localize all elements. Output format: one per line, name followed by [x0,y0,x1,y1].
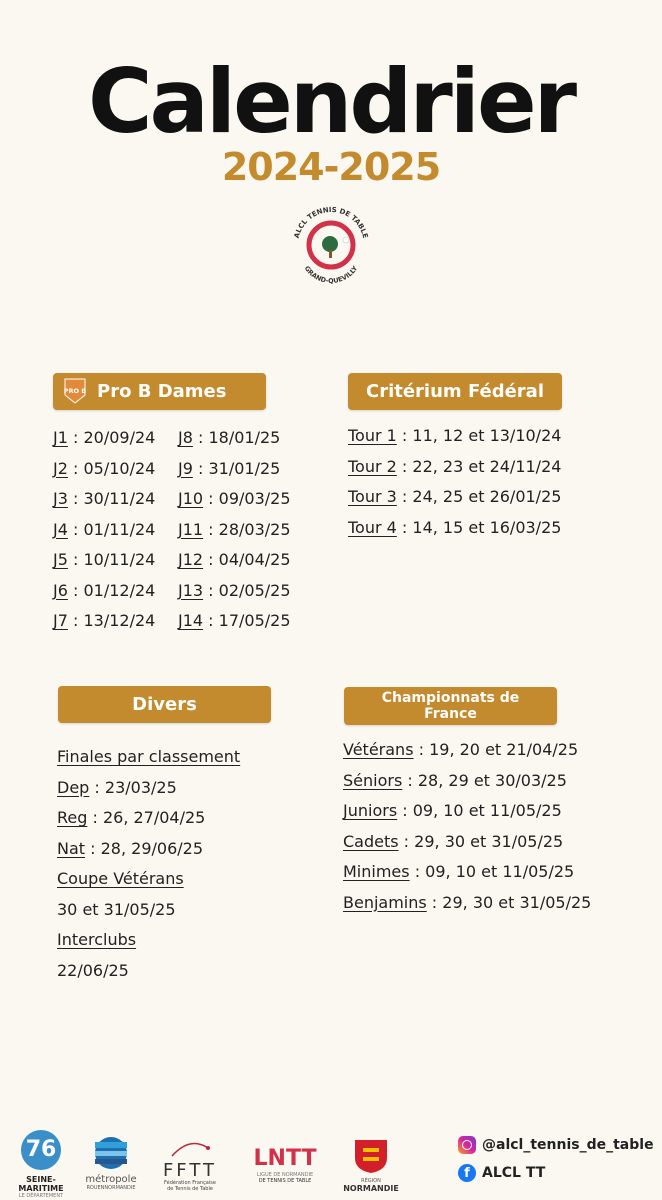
list-item: Tour 3 : 24, 25 et 26/01/25 [348,487,562,506]
coupe-heading: Coupe Vétérans [57,869,184,888]
pro-b-badge-text: PRO B [63,387,87,395]
normandie-shield-icon [351,1138,391,1174]
club-logo-bottom-text: GRAND-QUEVILLY [302,264,360,286]
lntt-sub1: LIGUE DE NORMANDIE [256,1172,314,1178]
instagram-icon [458,1136,476,1154]
fftt-sub1: Fédération Française [164,1180,216,1186]
list-item: Tour 2 : 22, 23 et 24/11/24 [348,456,562,476]
list-item: Reg : 26, 27/04/25 [57,808,206,827]
championnats-list [343,735,591,918]
region-top-text: RÉGION [361,1178,381,1184]
championnats-title-line1: Championnats de [381,690,520,706]
list-item: Juniors : 09, 10 et 11/05/25 [343,801,562,820]
list-item: J14 : 17/05/25 [178,611,291,630]
list-item: Nat : 28, 29/06/25 [57,838,203,858]
pro-b-dames-header [53,373,266,410]
list-item: Dep : 23/03/25 [57,777,177,797]
instagram-link[interactable] [458,1136,654,1154]
region-normandie-logo [338,1138,404,1198]
pro-b-badge-icon [63,377,87,405]
pro-b-col1 [53,423,155,637]
championnats-title-line2: France [424,706,477,722]
list-item [57,925,240,956]
lntt-logo [242,1146,328,1198]
list-item: Benjamins : 29, 30 et 31/05/25 [343,892,592,912]
metropole-logo [82,1136,140,1196]
club-logo [286,200,376,290]
list-item: 22/06/25 [57,960,129,980]
list-item: Tour 1 : 11, 12 et 13/10/24 [348,426,562,445]
list-item: Minimes : 09, 10 et 11/05/25 [343,862,575,881]
list-item [57,864,240,895]
facebook-name: ALCL TT [482,1165,546,1181]
divers-list [57,742,240,986]
list-item: Cadets : 29, 30 et 31/05/25 [343,831,564,851]
list-item [57,742,240,773]
club-logo-top-text: ALCL TENNIS DE TABLE [292,205,370,240]
fftt-name: FFTT [162,1160,218,1181]
fftt-logo [150,1140,230,1198]
fftt-sub2: de Tennis de Table [167,1186,213,1192]
seine-maritime-number: 76 [21,1130,61,1170]
list-item: J12 : 04/04/25 [178,550,291,569]
divers-title: Divers [132,694,197,715]
region-name: NORMANDIE [343,1184,399,1193]
criterium-list [348,421,561,543]
instagram-handle: @alcl_tennis_de_table [482,1137,654,1153]
list-item: 30 et 31/05/25 [57,899,176,919]
list-item: J11 : 28/03/25 [178,519,291,539]
interclubs-heading: Interclubs [57,930,137,949]
seine-maritime-logo [8,1130,74,1199]
list-item: J8 : 18/01/25 [178,428,281,447]
list-item: J2 : 05/10/24 [53,458,156,478]
lntt-name: LNTT [253,1146,317,1171]
pro-b-dames-title: Pro B Dames [97,381,227,402]
list-item: J6 : 01/12/24 [53,580,156,600]
season-label: 2024-2025 [221,145,441,189]
metropole-sub: ROUENNORMANDIE [86,1185,136,1191]
championnats-header [344,687,557,725]
facebook-link[interactable] [458,1164,545,1182]
divers-header [58,686,271,723]
metropole-name: métropole [85,1174,137,1185]
list-item: J5 : 10/11/24 [53,550,156,569]
list-item: J9 : 31/01/25 [178,458,281,478]
list-item: Tour 4 : 14, 15 et 16/03/25 [348,517,562,537]
list-item: Séniors : 28, 29 et 30/03/25 [343,770,567,790]
criterium-title: Critérium Fédéral [365,381,544,402]
page-title: Calendrier [87,50,575,153]
list-item: J1 : 20/09/24 [53,428,156,447]
facebook-icon: f [458,1164,476,1182]
fftt-arc-icon [170,1140,210,1158]
seine-maritime-sub: LE DÉPARTEMENT [18,1193,64,1199]
list-item: Vétérans : 19, 20 et 21/04/25 [343,740,579,759]
seine-maritime-name: SEINE-MARITIME [18,1175,64,1193]
lntt-sub2: DE TENNIS DE TABLE [258,1178,312,1184]
list-item: J7 : 13/12/24 [53,611,156,630]
list-item: J10 : 09/03/25 [178,489,291,508]
list-item: J3 : 30/11/24 [53,489,156,508]
list-item: J4 : 01/11/24 [53,519,156,539]
list-item: J13 : 02/05/25 [178,580,291,600]
criterium-header [348,373,562,410]
metropole-globe-icon [91,1136,131,1170]
finales-heading: Finales par classement [57,747,241,766]
pro-b-col2 [178,423,291,637]
